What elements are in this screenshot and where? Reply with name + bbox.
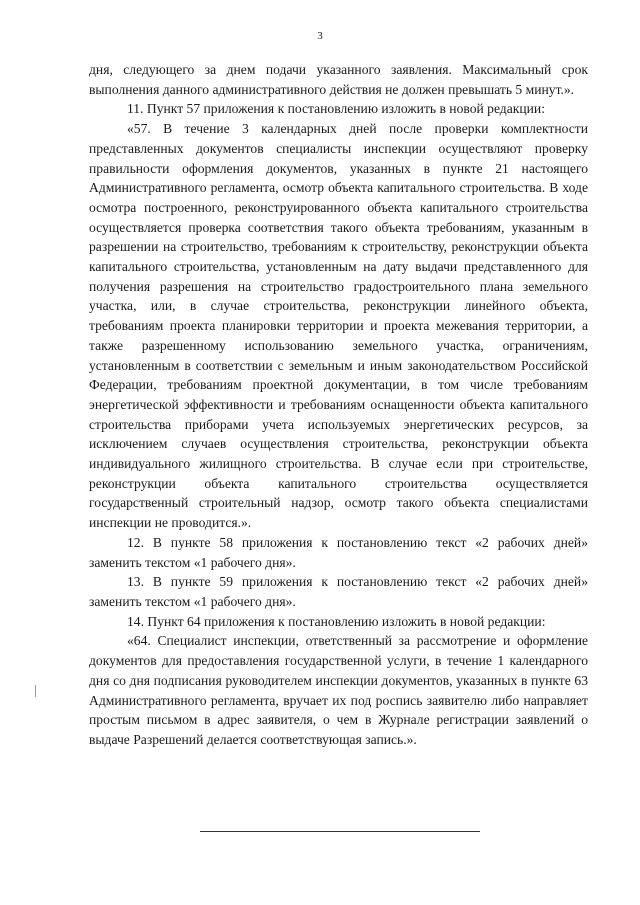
paragraph-clause-64: «64. Специалист инспекции, ответственный за рассмотрение и оформление документов для предоставления государственной услуги, в течение 1 календарного дня со дня подписания руководителем инспекции документов, указанных в пункте 63 Административного регламента, вручает их под роспись заявителю либо направляет простым письмом в адрес заявителя, о чем в Журнале регистрации заявлений о выдаче Разрешений делается соответствующая запись.». xyxy=(89,633,588,747)
paragraph-item-12: 12. В пункте 58 приложения к постановлению текст «2 рабочих дней» заменить текстом «1 рабочего дня». xyxy=(89,534,588,570)
page-number: 3 xyxy=(317,30,323,42)
margin-mark xyxy=(35,685,36,697)
document-body xyxy=(89,60,588,750)
paragraph-item-11: 11. Пункт 57 приложения к постановлению изложить в новой редакции: xyxy=(127,101,545,117)
paragraph-item-14: 14. Пункт 64 приложения к постановлению изложить в новой редакции: xyxy=(127,613,546,629)
paragraph-clause-57: «57. В течение 3 календарных дней после проверки комплектности представленных документов специалисты инспекции осуществляют проверку правильности оформления документов, указанных в пункте 21 настоящего Административного регламента, осмотр объекта капитального строительства. В ходе осмотра построенного, реконструированного объекта капитального строительства осуществляется проверка соответствия такого объекта требованиям, указанным в разрешении на строительство, требованиям к строительству, реконструкции объекта капитального строительства, установленным на дату выдачи представленного для получения разрешения на строительство градостроительного плана земельного участка, или, в случае строительства, реконструкции линейного объекта, требованиям проекта планировки территории и проекта межевания территории, а также разрешенному использованию земельного участка, ограничениям, установленным в соответствии с земельным и иным законодательством Российской Федерации, требованиям проектной документации, в том числе требованиям энергетической эффективности и требованиям оснащенности объекта капитального строительства приборами учета используемых энергетических ресурсов, за исключением случаев осуществления строительства, реконструкции объекта индивидуального жилищного строительства. В случае если при строительстве, реконструкции объекта капитального строительства осуществляется государственный строительный надзор, осмотр такого объекта специалистами инспекции не проводится.». xyxy=(89,121,588,531)
paragraph-item-13: 13. В пункте 59 приложения к постановлению текст «2 рабочих дней» заменить текстом «1 рабочего дня». xyxy=(89,574,588,609)
end-rule xyxy=(200,831,480,832)
paragraph-continuation: дня, следующего за днем подачи указанного заявления. Максимальный срок выполнения данного административного действия не должен превышать 5 минут.». xyxy=(89,62,588,97)
